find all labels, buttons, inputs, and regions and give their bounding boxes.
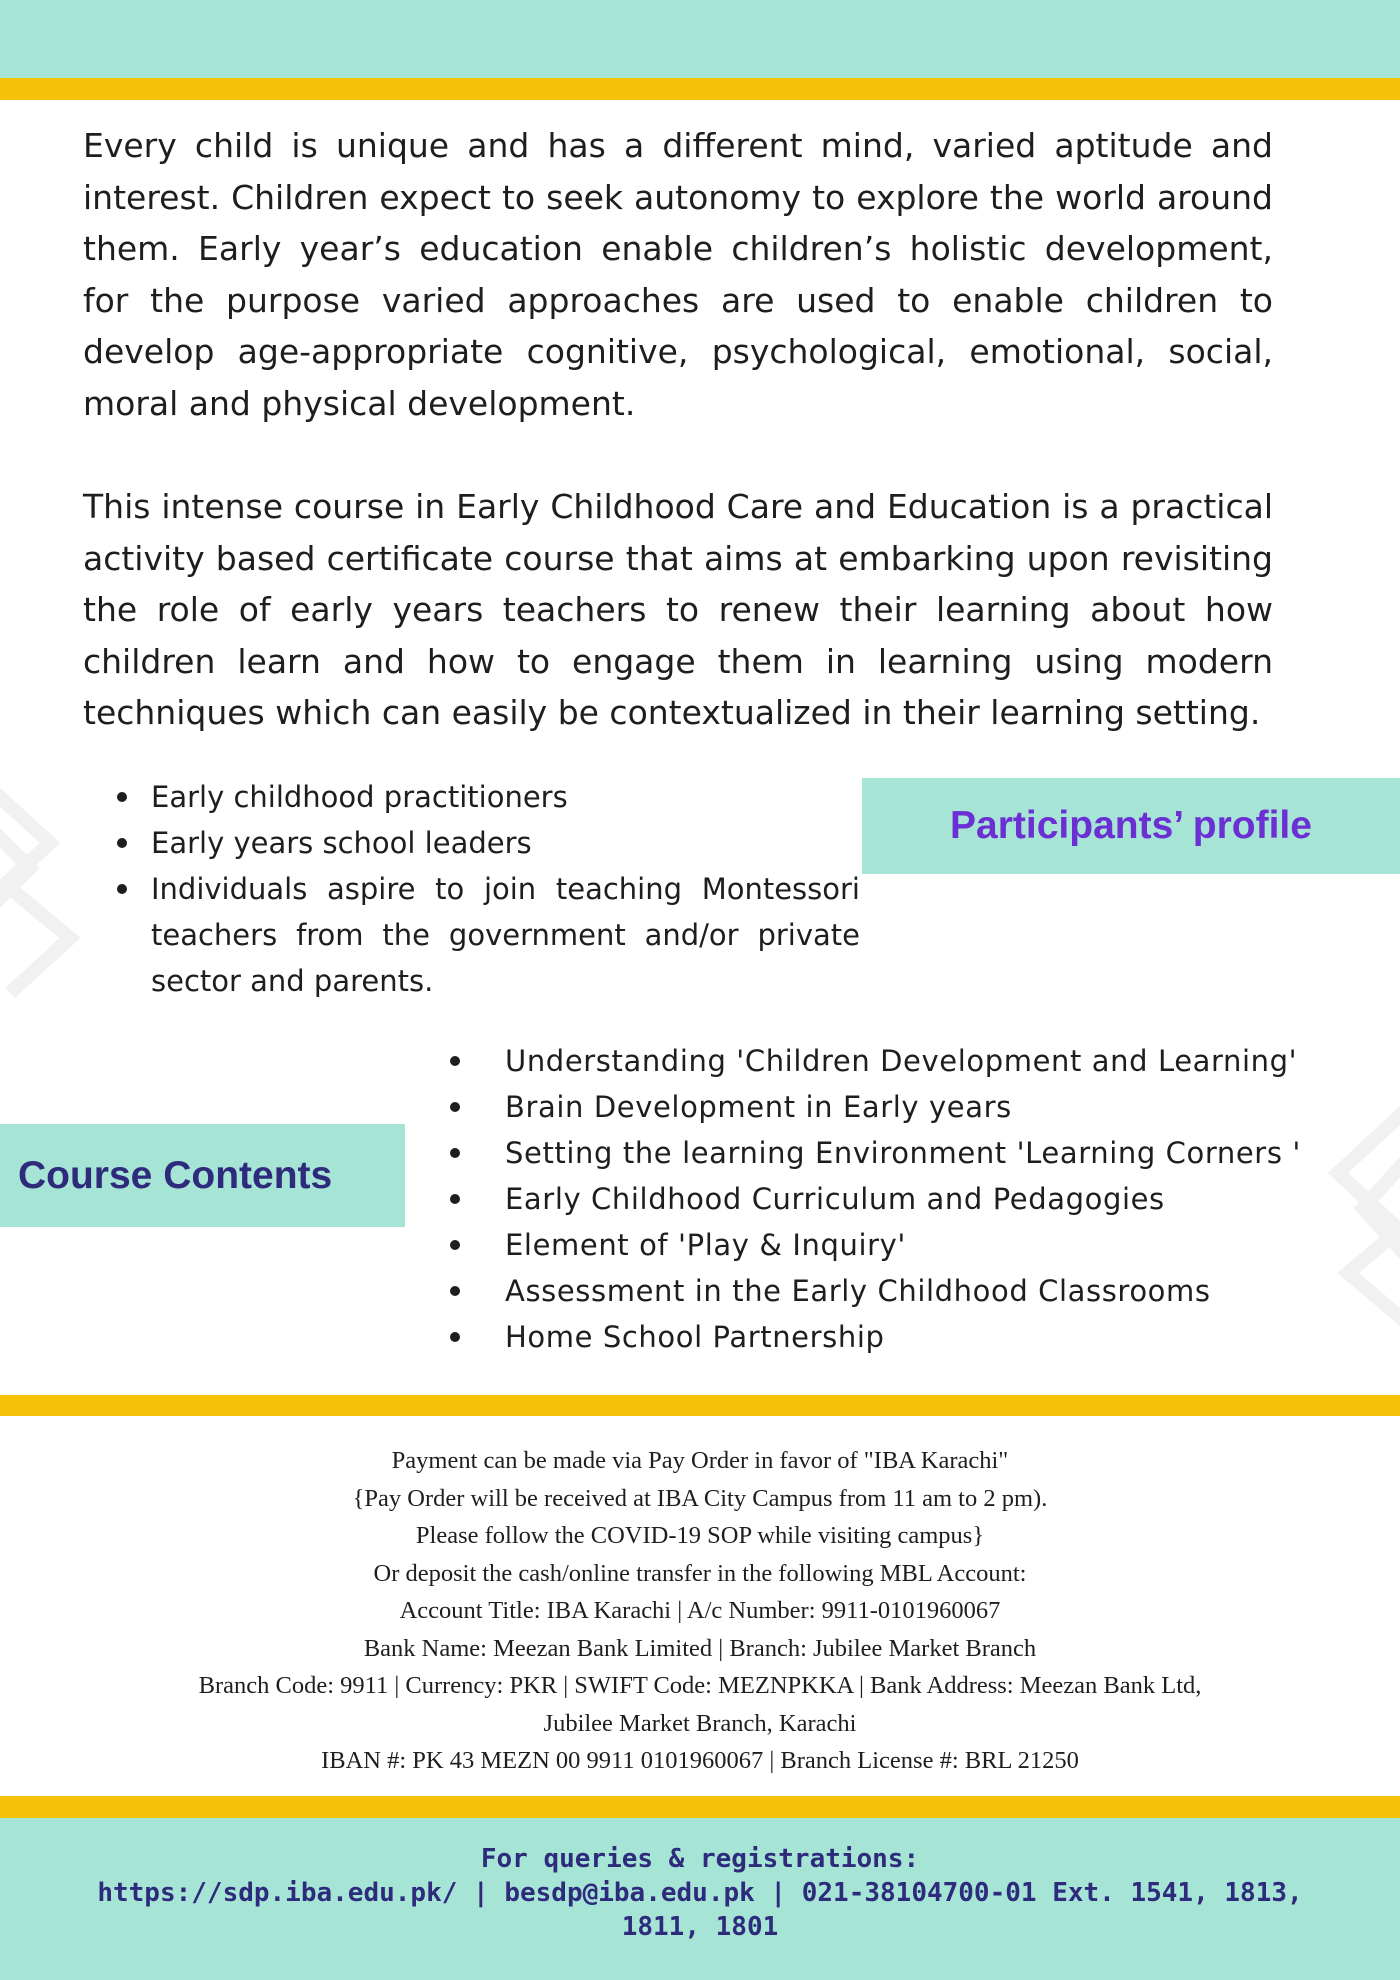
payment-line: Branch Code: 9911 | Currency: PKR | SWIFT Code: MEZNPKKA | Bank Address: Meezan Bank Ltd, (198, 1672, 1202, 1699)
footer-heading: For queries & registrations: (480, 1844, 920, 1874)
participants-profile-heading: Participants’ profile (862, 778, 1400, 874)
payment-line: Bank Name: Meezan Bank Limited | Branch: Jubilee Market Branch (363, 1634, 1037, 1662)
footer-contact (20, 1842, 1380, 1944)
payment-line: {Pay Order will be received at IBA City Campus from 11 am to 2 pm). (352, 1484, 1048, 1512)
payment-line: Account Title: IBA Karachi | A/c Number: 9911-0101960067 (399, 1597, 1001, 1624)
list-item: Setting the learning Environment 'Learning Corners ' (450, 1130, 1350, 1176)
intro-paragraph-2: This intense course in Early Childhood Care and Education is a practical activity based certificate course that aims at embarking upon revisiting the role of early years teachers to renew their learning about how children learn and how to engage them in learning using modern techniques which can easily be contextualized in their learning setting. (83, 487, 1273, 732)
participants-list (115, 774, 860, 1004)
course-contents-heading: Course Contents (0, 1124, 405, 1227)
list-item: Home School Partnership (450, 1314, 1350, 1360)
intro-paragraph-1: Every child is unique and has a different mind, varied aptitude and interest. Children expect to seek autonomy to explore the world around them. Early year’s education enable children’s holistic development, for the purpose varied approaches are used to enable children to develop age-appropriate cognitive, psychological, emotional, social, moral and physical development. (83, 126, 1273, 423)
list-item: Brain Development in Early years (450, 1084, 1350, 1130)
list-item: Individuals aspire to join teaching Montessori teachers from the government and/or private sector and parents. (115, 866, 860, 1004)
course-contents-list (450, 1038, 1350, 1360)
list-item: Early childhood practitioners (115, 774, 860, 820)
top-stripe (0, 78, 1400, 100)
list-item: Early years school leaders (115, 820, 860, 866)
payment-line: Or deposit the cash/online transfer in the following MBL Account: (373, 1559, 1027, 1587)
payment-info (100, 1442, 1300, 1780)
payment-line: Payment can be made via Pay Order in favor of "IBA Karachi" (391, 1447, 1009, 1474)
payment-line: IBAN #: PK 43 MEZN 00 9911 0101960067 | Branch License #: BRL 21250 (321, 1747, 1079, 1774)
bottom-stripe (0, 1796, 1400, 1818)
payment-line: Jubilee Market Branch, Karachi (543, 1709, 857, 1737)
payment-line: Please follow the COVID-19 SOP while visiting campus} (415, 1522, 985, 1549)
footer-contact-line-continued[interactable]: 1811, 1801 (621, 1912, 779, 1942)
list-item: Element of 'Play & Inquiry' (450, 1222, 1350, 1268)
middle-stripe (0, 1395, 1400, 1416)
list-item: Understanding 'Children Development and Learning' (450, 1038, 1350, 1084)
chevron-decoration-left (0, 768, 82, 1000)
top-banner (0, 0, 1400, 78)
list-item: Assessment in the Early Childhood Classrooms (450, 1268, 1350, 1314)
footer-contact-line[interactable]: https://sdp.iba.edu.pk/ | besdp@iba.edu.pk | 021-38104700-01 Ext. 1541, 1813, (97, 1878, 1303, 1908)
list-item: Early Childhood Curriculum and Pedagogies (450, 1176, 1350, 1222)
